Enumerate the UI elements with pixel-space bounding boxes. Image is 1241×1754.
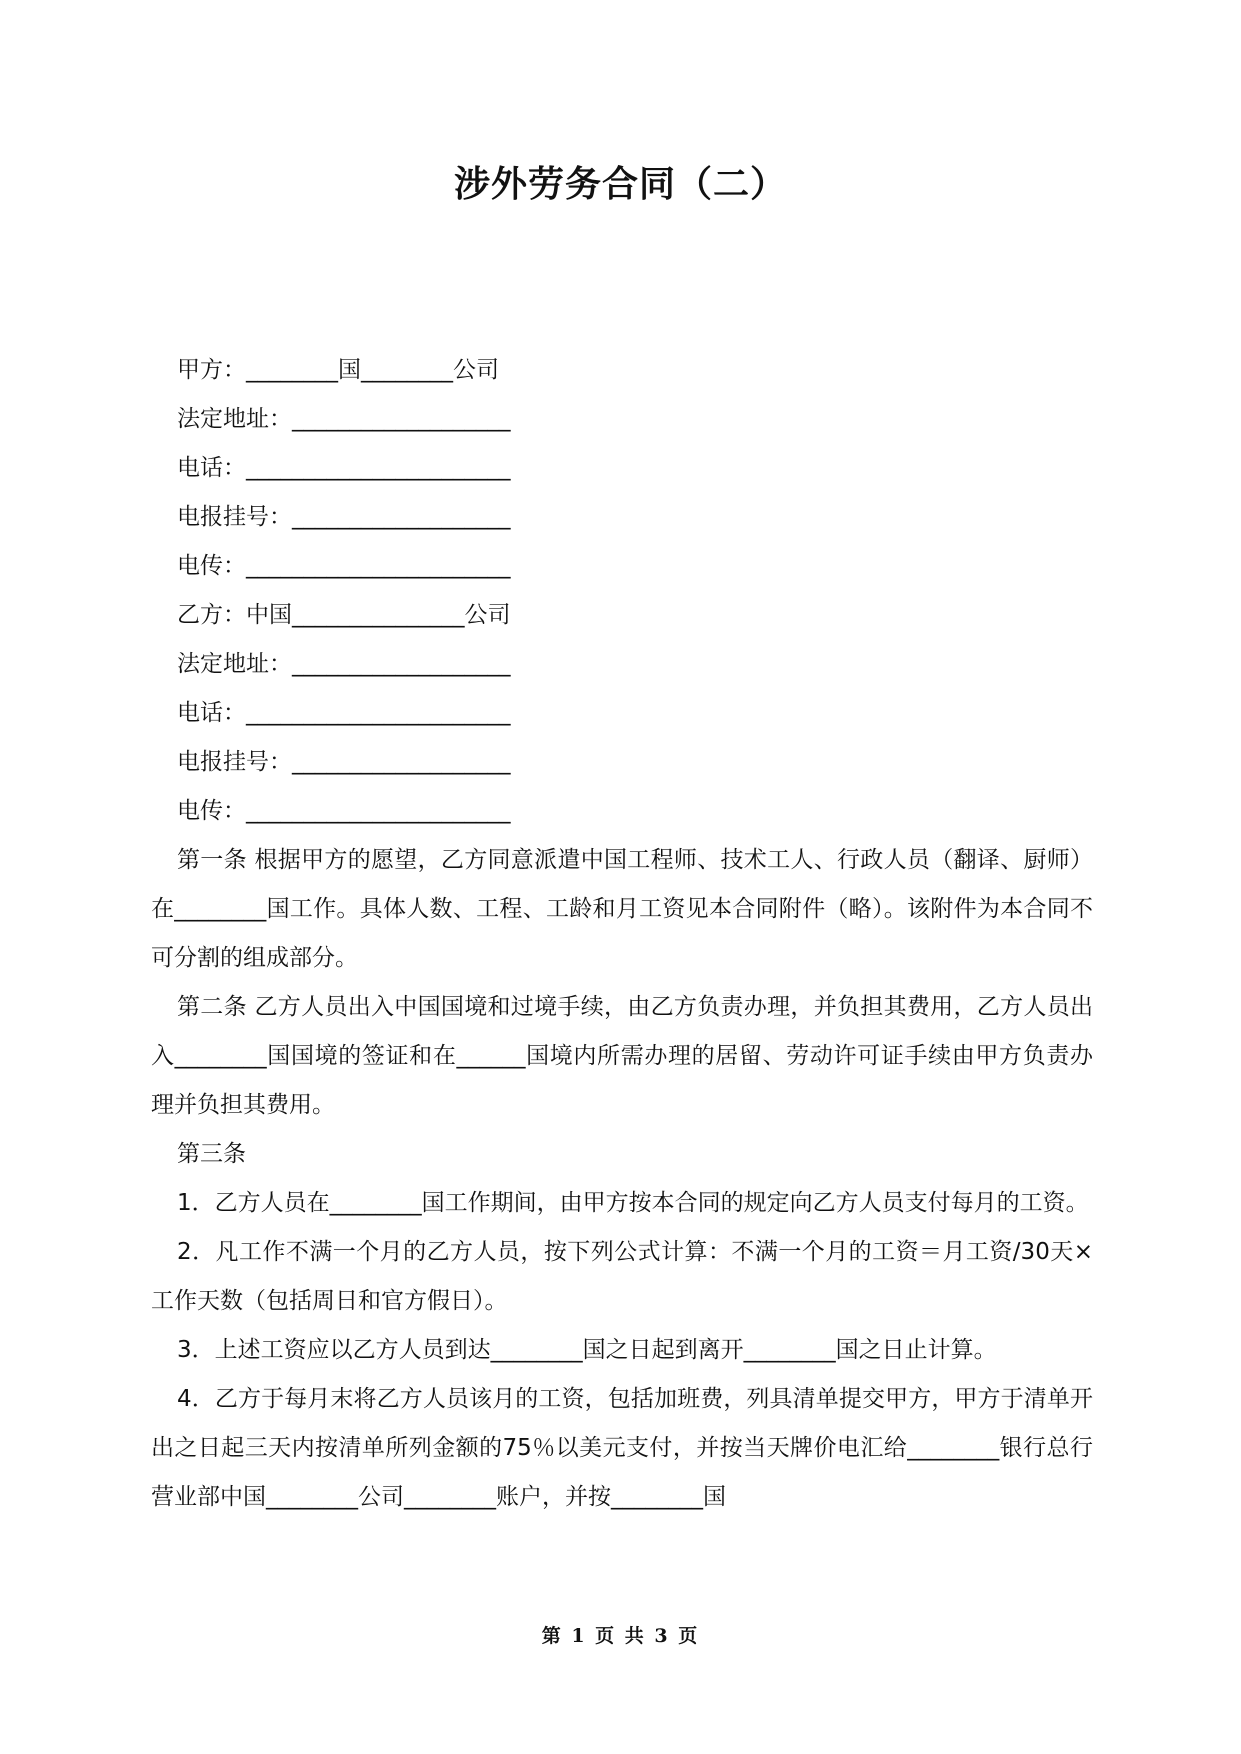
party-b-telex: 电传：_______________________ bbox=[177, 798, 511, 824]
party-b-name: 乙方：中国_______________公司 bbox=[177, 602, 511, 628]
article-1: 第一条 根据甲方的愿望，乙方同意派遣中国工程师、技术工人、行政人员（翻译、厨师）在________国工作。具体人数、工程、工龄和月工资见本合同附件（略）。该附件为本合同不可分割的组成部分。 bbox=[151, 847, 1093, 971]
party-a-telex: 电传：_______________________ bbox=[177, 553, 511, 579]
document-title: 涉外劳务合同（二） bbox=[453, 164, 787, 205]
page-number-footer: 第 1 页 共 3 页 bbox=[541, 1625, 700, 1647]
article-2: 第二条 乙方人员出入中国国境和过境手续，由乙方负责办理，并负担其费用，乙方人员出入________国国境的签证和在______国境内所需办理的居留、劳动许可证手续由甲方负责办理并负担其费用。 bbox=[151, 994, 1093, 1118]
party-b-address: 法定地址：___________________ bbox=[177, 651, 511, 677]
party-a-name: 甲方：________国________公司 bbox=[177, 357, 499, 383]
document-body bbox=[151, 346, 1093, 1522]
party-a-address: 法定地址：___________________ bbox=[177, 406, 511, 432]
article-3-item-2: 2．凡工作不满一个月的乙方人员，按下列公式计算：不满一个月的工资＝月工资/30天×工作天数（包括周日和官方假日）。 bbox=[151, 1239, 1093, 1314]
article-3-item-1: 1．乙方人员在________国工作期间，由甲方按本合同的规定向乙方人员支付每月的工资。 bbox=[177, 1190, 1089, 1216]
party-b-cable: 电报挂号：___________________ bbox=[177, 749, 511, 775]
party-a-cable: 电报挂号：___________________ bbox=[177, 504, 511, 530]
article-3-item-3: 3．上述工资应以乙方人员到达________国之日起到离开________国之日止计算。 bbox=[177, 1337, 997, 1363]
party-b-phone: 电话：_______________________ bbox=[177, 700, 511, 726]
party-a-phone: 电话：_______________________ bbox=[177, 455, 511, 481]
article-3-heading: 第三条 bbox=[177, 1141, 246, 1167]
article-3-item-4: 4．乙方于每月末将乙方人员该月的工资，包括加班费，列具清单提交甲方，甲方于清单开出之日起三天内按清单所列金额的75％以美元支付，并按当天牌价电汇给________银行总行营业部中国________公司________账户，并按________国 bbox=[151, 1386, 1093, 1510]
